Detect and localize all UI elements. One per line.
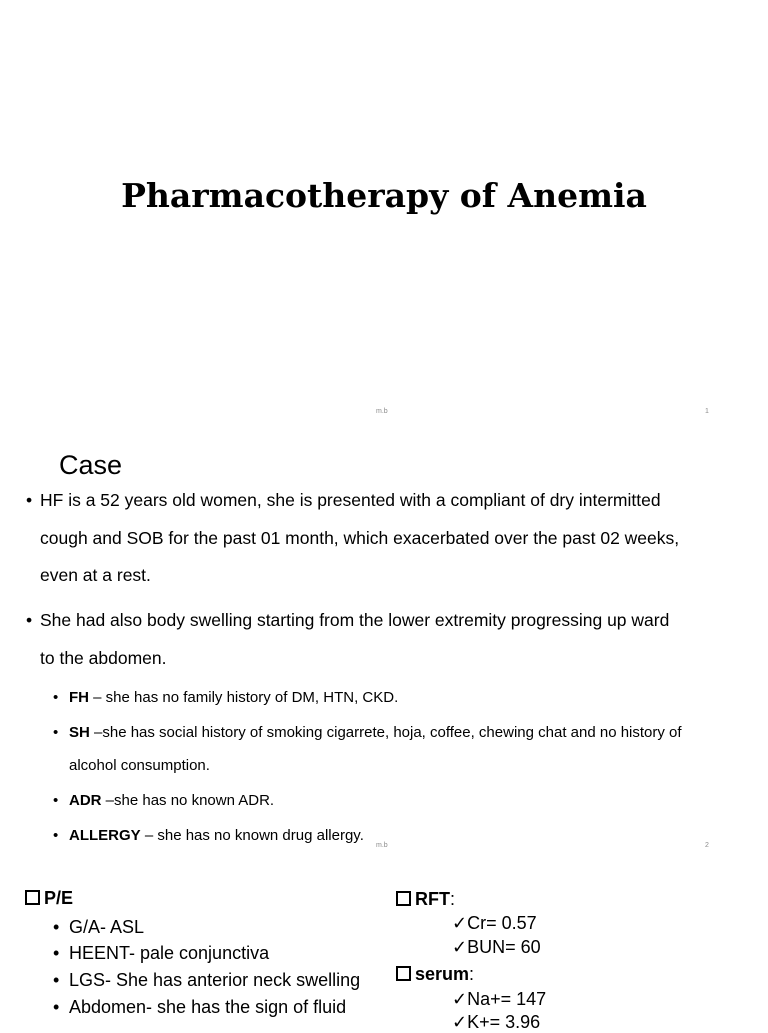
bullet-icon: • — [53, 997, 60, 1017]
bullet-line: cough and SOB for the past 01 month, which exacerbated over the past 02 weeks, — [40, 527, 680, 548]
bullet-line: even at a rest. — [40, 565, 151, 585]
pe-item-text: LGS- She has anterior neck swelling — [69, 970, 361, 990]
history-item-adr — [53, 784, 743, 817]
history-item-fh — [53, 681, 743, 714]
history-text-continued: alcohol consumption. — [69, 757, 210, 774]
pe-item-text: Abdomen- she has the sign of fluid — [69, 997, 347, 1017]
history-item-sh — [53, 716, 743, 782]
bullet-line: HF is a 52 years old women, she is presented with a compliant of dry intermitted — [40, 490, 661, 510]
bullet-line: She had also body swelling starting from the lower extremity progressing up ward — [40, 610, 670, 630]
history-label: ADR — [69, 792, 102, 809]
bullet-icon: • — [53, 689, 59, 706]
history-item-allergy — [53, 819, 743, 852]
case-bullet — [26, 602, 742, 677]
case-heading: Case — [59, 450, 123, 480]
checkbox-square-icon — [25, 890, 40, 905]
lab-value-text: BUN= 60 — [467, 937, 541, 957]
rft-heading: RFT: — [396, 889, 455, 910]
slide-footer-author: m.b — [376, 408, 388, 415]
bullet-line: to the abdomen. — [40, 647, 167, 668]
pe-item — [53, 997, 346, 1018]
pe-heading — [25, 888, 73, 909]
pe-item-text: HEENT- pale conjunctiva — [69, 943, 270, 963]
bullet-icon: • — [53, 970, 60, 990]
rft-heading-label: RFT — [415, 889, 450, 909]
check-icon: ✓ — [452, 989, 468, 1009]
history-text: –she has no known ADR. — [101, 792, 275, 809]
lab-value-text: Na+= 147 — [467, 989, 547, 1009]
serum-heading: serum: — [396, 964, 474, 985]
check-icon: ✓ — [452, 1012, 468, 1032]
bullet-icon: • — [53, 827, 59, 844]
pe-item-text: G/A- ASL — [69, 917, 145, 937]
pe-item — [53, 943, 269, 964]
check-icon: ✓ — [452, 913, 468, 933]
checkbox-square-icon — [396, 891, 411, 906]
history-label: FH — [69, 689, 89, 706]
history-text: – she has no known drug allergy. — [140, 827, 364, 844]
pe-heading-label: P/E — [44, 888, 74, 908]
serum-heading-label: serum — [415, 964, 470, 984]
history-label: SH — [69, 724, 90, 741]
bullet-icon: • — [53, 917, 60, 937]
history-label: ALLERGY — [69, 827, 141, 844]
slide-footer-author: m.b — [376, 842, 388, 849]
bullet-icon: • — [26, 610, 33, 630]
lab-value-text: Cr= 0.57 — [467, 913, 537, 933]
lab-value — [452, 937, 541, 958]
slide-page-number: 1 — [705, 408, 709, 415]
bullet-icon: • — [53, 792, 59, 809]
history-text: – she has no family history of DM, HTN, CKD. — [89, 689, 399, 706]
bullet-icon: • — [53, 943, 60, 963]
pe-item — [53, 970, 360, 991]
title-slide — [0, 0, 768, 432]
checkbox-square-icon — [396, 966, 411, 981]
lab-value — [452, 913, 537, 934]
check-icon: ✓ — [452, 937, 468, 957]
lab-value-text: K+= 3.96 — [467, 1012, 541, 1032]
lab-value — [452, 1012, 540, 1033]
slide-page-number: 2 — [705, 842, 709, 849]
history-text: –she has social history of smoking cigarrete, hoja, coffee, chewing chat and no history of — [89, 724, 682, 741]
bullet-icon: • — [53, 724, 59, 741]
lab-value — [452, 989, 546, 1010]
presentation-title: Pharmacotherapy of Anemia — [121, 176, 647, 215]
pe-item — [53, 917, 144, 938]
case-bullet — [26, 482, 742, 595]
bullet-icon: • — [26, 490, 33, 510]
